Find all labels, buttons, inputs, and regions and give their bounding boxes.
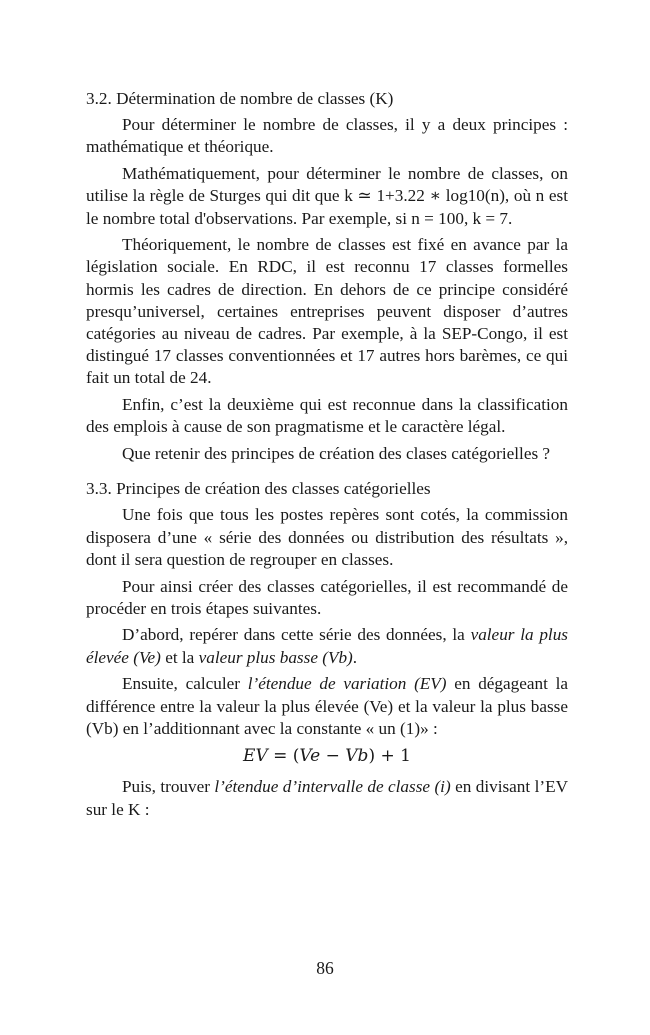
paragraph: [86, 776, 568, 820]
section-heading-3-2: 3.2. Détermination de nombre de classes (K): [86, 89, 394, 108]
page-body: [86, 88, 568, 825]
paragraph: Pour déterminer le nombre de classes, il y a deux principes : mathématique et théorique.: [86, 115, 568, 157]
paragraph: [86, 624, 568, 668]
text-run: Ensuite, calculer: [122, 674, 248, 694]
paragraph: Pour ainsi créer des classes catégorielles, il est recommandé de procéder en trois étapes suivantes.: [86, 576, 568, 618]
formula-symbol: Ve: [299, 746, 321, 767]
italic-term: l’étendue d’intervalle de classe (i): [214, 777, 451, 797]
text-run: en dégageant la différence entre la valeur la plus élevée (Ve) et la valeur la plus basse (Vb) en l’additionnant avec la constante « un (1)» :: [86, 674, 568, 738]
section-heading-3-3: 3.3. Principes de création des classes catégorielles: [86, 479, 431, 499]
formula-operator: = (: [267, 746, 300, 767]
italic-term: valeur la plus élevée (Ve): [86, 625, 568, 667]
paragraph: Mathématiquement, pour déterminer le nombre de classes, on utilise la règle de Sturges qui dit que k ≃ 1+3.22 ∗ log10(n), où n est le nombre total d'observations. Par exemple, si n = 100, k = 7.: [86, 164, 568, 228]
paragraph: Théoriquement, le nombre de classes est fixé en avance par la législation sociale. En RDC, il est reconnu 17 classes formelles hormis les cadres de direction. En dehors de ce principe considéré presqu’universel, certaines entreprises peuvent disposer d’autres catégories au niveau de cadres. Par exemple, à la SEP-Congo, il est distingué 17 classes conventionnées et 17 autres hors barèmes, ce qui fait un total de 24.: [86, 235, 568, 388]
italic-term: valeur plus basse (Vb): [198, 647, 353, 667]
page-number: 86: [316, 958, 334, 978]
text-run: en divisant l’EV sur le K :: [86, 777, 568, 819]
text-run: et la: [160, 647, 199, 667]
paragraph: [86, 673, 568, 740]
text-run: .: [352, 647, 358, 667]
formula-ev: [86, 744, 568, 768]
formula-symbol: Vb: [345, 746, 369, 767]
text-run: D’abord, repérer dans cette série des données, la: [122, 625, 471, 645]
paragraph: Enfin, c’est la deuxième qui est reconnue dans la classification des emplois à cause de son pragmatisme et le caractère légal.: [86, 395, 568, 437]
formula-operator: ) + 1: [368, 746, 411, 767]
text-run: Puis, trouver: [122, 777, 215, 797]
formula-operator: −: [320, 746, 346, 767]
paragraph: Une fois que tous les postes repères sont cotés, la commission disposera d’une « série des données ou distribution des résultats », dont il sera question de regrouper en classes.: [86, 505, 568, 569]
formula-symbol: EV: [243, 746, 268, 767]
paragraph: Que retenir des principes de création des clases catégorielles ?: [122, 444, 551, 464]
italic-term: l’étendue de variation (EV): [247, 674, 447, 694]
